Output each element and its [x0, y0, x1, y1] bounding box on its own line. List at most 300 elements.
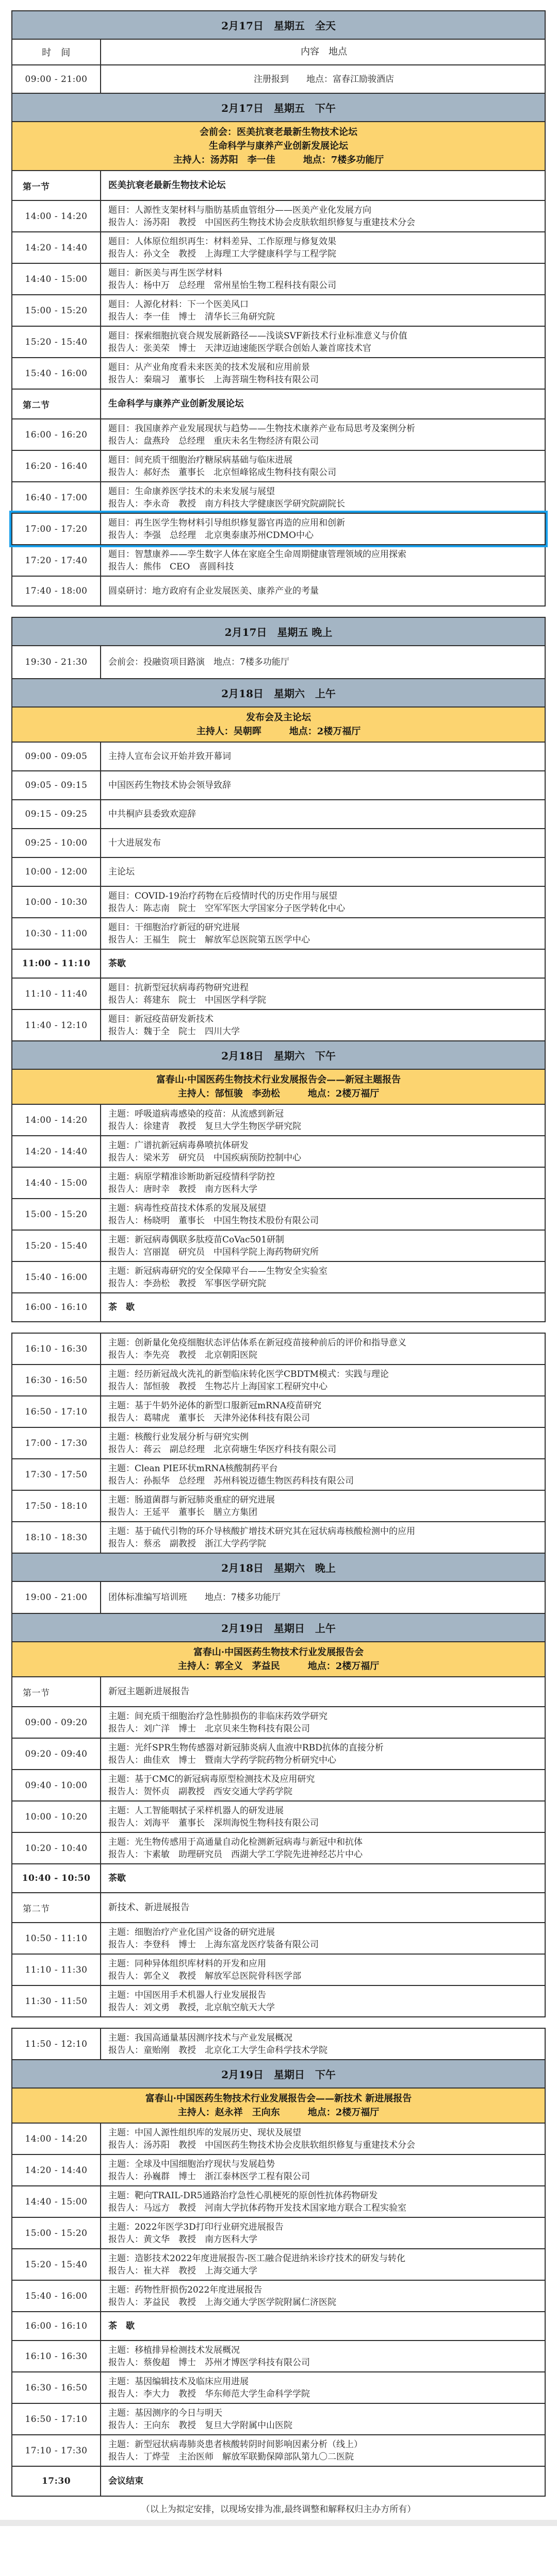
session-title-cell: [101, 1677, 545, 1706]
content-cell: [101, 2155, 545, 2185]
talk-title: 主题：呼吸道病毒感染的疫苗：从流感到新冠: [108, 1108, 284, 1119]
content-cell: [101, 2467, 545, 2496]
content-cell: [101, 577, 545, 605]
time-cell: [12, 1334, 101, 1364]
content-cell: [101, 1231, 545, 1261]
day-header-row: [11, 10, 546, 40]
schedule-row: [11, 576, 546, 607]
time-label: 10:40 - 10:50: [22, 1873, 91, 1883]
content-cell: [101, 65, 545, 93]
time-label: 16:30 - 16:50: [25, 2382, 88, 2393]
talk-title: 主题：全球及中国细胞治疗现状与发展趋势: [108, 2159, 275, 2169]
talk-title: 主题：光生物传感用于高通量自动化检测新冠病毒与新冠中和抗体: [108, 1837, 363, 1847]
content-cell: [101, 2218, 545, 2248]
day-header-row: [11, 678, 546, 708]
event-label: 十大进展发布: [108, 838, 161, 848]
talk-row: [11, 886, 546, 918]
time-label: 17:20 - 17:40: [25, 555, 88, 566]
talk-title: 主题：我国高通量基因测序技术与产业发展概况: [108, 2032, 292, 2043]
time-cell: [12, 2341, 101, 2371]
talk-row: [11, 1427, 546, 1459]
content-cell: [101, 264, 545, 294]
footer-note: （以上为拟定安排，以现场安排为准,最终调整和解释权归主办方所有）: [141, 2504, 416, 2515]
forum-line: 主持人：吴朝晖 地点：2楼万福厅: [196, 726, 361, 737]
day-header-label: 2月17日 星期五 晚上: [224, 626, 333, 638]
page-gap: [11, 2017, 546, 2028]
talk-row: [11, 418, 546, 451]
time-cell: [12, 979, 101, 1009]
talk-speaker: 报告人：李登科 博士 上海东富龙医疗装备有限公司: [108, 1939, 319, 1950]
time-label: 14:40 - 15:00: [25, 1177, 88, 1188]
time-label: 10:50 - 11:10: [25, 1933, 88, 1944]
talk-speaker: 报告人：蔡俊超 博士 苏州才博医学科技有限公司: [108, 2357, 310, 2368]
talk-row: [11, 1395, 546, 1428]
time-label: 15:20 - 15:40: [25, 336, 88, 347]
talk-row: [11, 450, 546, 482]
talk-title: 题目：从产业角度看未来医美的技术发展和应用前景: [108, 362, 310, 373]
talk-row-highlighted: [11, 513, 546, 545]
session-number-cell: [12, 1677, 101, 1706]
time-label: 14:20 - 14:40: [25, 1146, 88, 1157]
talk-speaker: 报告人：孙文全 教授 上海理工大学健康科学与工程学院: [108, 248, 336, 259]
content-cell: [101, 1986, 545, 2016]
forum-line: 富春山·中国医药生物技术行业发展报告会: [193, 1647, 364, 1658]
schedule-table: [11, 10, 546, 2497]
content-cell: [101, 2029, 545, 2059]
schedule-row: [11, 1292, 546, 1322]
content-cell: [101, 451, 545, 481]
content-cell: [101, 1199, 545, 1230]
time-cell: [12, 887, 101, 917]
talk-row: [11, 357, 546, 390]
time-cell: [12, 1833, 101, 1863]
talk-title: 主题：移植排异检测技术发展概况: [108, 2345, 240, 2355]
time-label: 09:40 - 10:00: [25, 1780, 88, 1791]
talk-speaker: 报告人：秦瑞习 董事长 上海菩瑞生物科技有限公司: [108, 374, 319, 385]
time-label: 17:00 - 17:20: [25, 524, 88, 534]
talk-title: 主题：同种异体组织库材料的开发和应用: [108, 1958, 266, 1969]
time-label: 10:00 - 10:20: [25, 1811, 88, 1822]
time-column-header: [12, 40, 101, 64]
time-cell: [12, 295, 101, 326]
talk-title: 主题：经历新冠战火洗礼的新型临床转化医学CBDTM模式：实践与理论: [108, 1369, 389, 1379]
time-label: 09:05 - 09:15: [25, 780, 88, 790]
schedule-row: [11, 2466, 546, 2497]
time-label: 17:00 - 17:30: [25, 1438, 88, 1449]
content-cell: [101, 2249, 545, 2280]
talk-row: [11, 263, 546, 295]
content-cell: [101, 950, 545, 978]
day-header-cell: [12, 2060, 545, 2087]
content-cell: [101, 1365, 545, 1395]
talk-title: 主题：光纤SPR生物传感器对新冠肺炎病人血液中RBD抗体的直接分析: [108, 1742, 384, 1753]
time-cell: [12, 1136, 101, 1167]
talk-speaker: 报告人：汤苏阳 教授 中国医药生物技术协会皮肤软组织修复与重建技术分会: [108, 217, 415, 228]
time-cell: [12, 1739, 101, 1769]
content-cell: [101, 646, 545, 678]
event-label: 茶歇: [108, 1873, 126, 1883]
session-title-cell: [101, 390, 545, 418]
time-label: 14:00 - 14:20: [25, 2133, 88, 2144]
content-cell: [101, 1923, 545, 1954]
forum-header-row: [11, 121, 546, 171]
time-label: 14:00 - 14:20: [25, 211, 88, 222]
talk-speaker: 报告人：卞素敏 助理研究员 西湖大学工学院先进神经芯片中心: [108, 1849, 363, 1860]
day-header-label: 2月17日 星期五 全天: [221, 20, 336, 32]
time-cell: [12, 646, 101, 678]
talk-speaker: 报告人：陈志南 院士 空军军医大学国家分子医学转化中心: [108, 903, 345, 914]
talk-speaker: 报告人：蔡丞 副教授 浙江大学药学院: [108, 1538, 266, 1549]
talk-speaker: 报告人：唐时幸 教授 南方医科大学: [108, 1184, 257, 1194]
time-cell: [12, 1010, 101, 1040]
content-cell: [101, 918, 545, 949]
forum-header-row: [11, 706, 546, 743]
talk-speaker: 报告人：崔大祥 教授 上海交通大学: [108, 2265, 257, 2276]
talk-title: 题目：新医美与再生医学材料: [108, 267, 222, 278]
time-label: 11:30 - 11:50: [25, 1996, 88, 2007]
time-cell: [12, 65, 101, 93]
time-label: 15:20 - 15:40: [25, 1240, 88, 1251]
time-cell: [12, 800, 101, 828]
talk-row: [11, 1832, 546, 1864]
content-cell: [101, 201, 545, 231]
content-cell: [101, 1262, 545, 1292]
time-cell: [12, 201, 101, 231]
time-label: 10:20 - 10:40: [25, 1843, 88, 1854]
time-cell: [12, 2249, 101, 2280]
time-cell: [12, 1770, 101, 1800]
content-cell: [101, 1707, 545, 1738]
content-column-header: [101, 40, 545, 64]
talk-title: 主题：新型冠状病毒肺炎患者核酸转阴时间影响因素分析（线上）: [108, 2439, 363, 2450]
time-label: 16:00 - 16:10: [25, 2321, 88, 2331]
time-label: 19:00 - 21:00: [25, 1592, 88, 1603]
forum-line: 主持人：汤苏阳 李一佳 地点：7楼多功能厅: [173, 155, 384, 165]
time-cell: [12, 2029, 101, 2059]
talk-speaker: 报告人：蒋建东 院士 中国医学科学院: [108, 995, 266, 1005]
content-cell: [101, 1801, 545, 1832]
session-row: [11, 1676, 546, 1707]
content-cell: [101, 2341, 545, 2371]
day-header-row: [11, 2059, 546, 2089]
content-cell: [101, 800, 545, 828]
talk-title: 题目：COVID-19治疗药物在后疫情时代的历史作用与展望: [108, 890, 337, 901]
talk-speaker: 报告人：徐建青 教授 复旦大学生物医学研究院: [108, 1121, 301, 1132]
forum-line: 富春山·中国医药生物技术行业发展报告会——新冠主题报告: [156, 1074, 401, 1085]
schedule-row: [11, 742, 546, 771]
time-cell: [12, 419, 101, 450]
event-label: 主持人宣布会议开始并致开幕词: [108, 751, 231, 762]
session-title: 生命科学与康养产业创新发展论坛: [108, 399, 244, 409]
talk-title: 主题：基因测序的今日与明天: [108, 2407, 222, 2418]
talk-speaker: 报告人：蒋云 副总经理 北京荷塘生华医疗科技有限公司: [108, 1444, 336, 1455]
talk-row: [11, 544, 546, 577]
time-label: 17:50 - 18:10: [25, 1501, 88, 1511]
talk-row: [11, 2123, 546, 2155]
event-label: 茶 歇: [108, 2321, 135, 2331]
talk-row: [11, 1490, 546, 1522]
content-cell: [101, 1459, 545, 1490]
time-cell: [12, 2404, 101, 2434]
time-cell: [12, 1365, 101, 1395]
forum-line: 生命科学与康养产业创新发展论坛: [209, 141, 348, 151]
talk-speaker: 报告人：李先亮 教授 北京朝阳医院: [108, 1350, 257, 1360]
day-header-cell: [12, 94, 545, 121]
talk-speaker: 报告人：曲佳欢 博士 暨南大学药学院药物分析研究中心: [108, 1755, 336, 1765]
talk-row: [11, 1521, 546, 1554]
content-cell: [101, 829, 545, 857]
forum-header-row: [11, 1641, 546, 1677]
day-header-row: [11, 1613, 546, 1642]
talk-row: [11, 200, 546, 232]
talk-speaker: 报告人：李强 总经理 北京奥泰康苏州CDMO中心: [108, 530, 314, 541]
content-cell: [101, 514, 545, 544]
talk-speaker: 报告人：杨晓明 董事长 中国生物技术股份有限公司: [108, 1215, 319, 1226]
talk-speaker: 报告人：盘燕玲 总经理 重庆未名生物经济有限公司: [108, 435, 319, 446]
time-label: 09:25 - 10:00: [25, 838, 88, 848]
session-row: [11, 389, 546, 419]
time-label: 15:40 - 16:00: [25, 368, 88, 379]
time-label: 10:30 - 11:00: [25, 928, 88, 939]
talk-speaker: 报告人：黄文华 教授 南方医科大学: [108, 2234, 257, 2245]
talk-title: 主题：细胞治疗产业化国产设备的研究进展: [108, 1927, 275, 1938]
talk-title: 主题：Clean PIE环状mRNA核酸制药平台: [108, 1463, 278, 1474]
talk-speaker: 报告人：刘广洋 博士 北京贝来生物科技有限公司: [108, 1723, 310, 1734]
time-cell: [12, 743, 101, 770]
talk-speaker: 报告人：童贻刚 教授 北京化工大学生命科学技术学院: [108, 2045, 327, 2056]
talk-title: 主题：人工智能咽拭子采样机器人的研发进展: [108, 1805, 284, 1816]
time-cell: [12, 264, 101, 294]
content-cell: [101, 887, 545, 917]
event-label: 会议结束: [108, 2476, 143, 2486]
talk-speaker: 报告人：魏于全 院士 四川大学: [108, 1026, 240, 1037]
content-cell: [101, 482, 545, 513]
day-header-label: 2月19日 星期日 上午: [221, 1622, 336, 1635]
content-cell: [101, 771, 545, 799]
content-cell: [101, 1739, 545, 1769]
talk-row: [11, 1333, 546, 1365]
talk-title: 题目：间充质干细胞治疗糖尿病基础与临床进展: [108, 454, 292, 465]
talk-title: 题目：干细胞治疗新冠的研究进展: [108, 922, 240, 933]
schedule-row: [11, 64, 546, 94]
time-cell: [12, 1199, 101, 1230]
event-label: 主论坛: [108, 867, 135, 877]
bottom-edge-strip: [0, 2520, 557, 2526]
schedule-row: [11, 949, 546, 979]
time-cell: [12, 2281, 101, 2311]
content-cell: [101, 358, 545, 389]
time-label: 09:15 - 09:25: [25, 809, 88, 819]
talk-speaker: 报告人：刘海平 董事长 深圳海悦生物科技有限公司: [108, 1817, 319, 1828]
content-cell: [101, 979, 545, 1009]
time-cell: [12, 1582, 101, 1613]
talk-row: [11, 326, 546, 358]
content-cell: [101, 2404, 545, 2434]
schedule-row: [11, 799, 546, 829]
talk-title: 题目：我国康养产业发展现状与趋势——生物技术康养产业布局思考及案例分析: [108, 423, 415, 434]
content-cell: [101, 1833, 545, 1863]
time-cell: [12, 1864, 101, 1892]
content-cell: [101, 419, 545, 450]
event-label: 团体标准编写培训班 地点：7楼多功能厅: [108, 1592, 281, 1603]
talk-row: [11, 2154, 546, 2186]
content-cell: [101, 1955, 545, 1985]
talk-row: [11, 1167, 546, 1199]
day-header-label: 2月18日 星期六 上午: [221, 687, 336, 700]
day-header-label: 2月19日 星期日 下午: [221, 2068, 336, 2081]
time-label: 17:10 - 17:30: [25, 2445, 88, 2456]
session-number: 第一节: [23, 181, 50, 192]
talk-row: [11, 1458, 546, 1491]
time-label: 11:50 - 12:10: [25, 2039, 88, 2049]
talk-title: 主题：核酸行业发展分析与研究实例: [108, 1432, 249, 1442]
event-label: 茶歇: [108, 958, 126, 969]
talk-speaker: 报告人：郜恒骏 教授 生物芯片上海国家工程研究中心: [108, 1381, 327, 1392]
talk-speaker: 报告人：刘文勇 教授，北京航空航天大学: [108, 2002, 275, 2013]
session-number-cell: [12, 1893, 101, 1922]
time-label: 15:00 - 15:20: [25, 1209, 88, 1220]
talk-speaker: 报告人：熊伟 CEO 喜圆科技: [108, 561, 234, 572]
time-cell: [12, 1522, 101, 1553]
content-cell: [101, 858, 545, 886]
talk-title: 题目：抗新型冠状病毒药物研究进程: [108, 982, 249, 993]
talk-speaker: 报告人：张美荣 博士 天津迈迪速能医学联合创始人兼首席技术官: [108, 343, 371, 353]
forum-line: 主持人：郭全义 茅益民 地点：2楼万福厅: [177, 1661, 380, 1672]
forum-header-cell: [12, 2089, 545, 2123]
content-column-label: 内容 地点: [301, 46, 347, 57]
time-label: 15:40 - 16:00: [25, 2291, 88, 2301]
session-title-cell: [101, 1893, 545, 1922]
talk-title: 主题：肠道菌群与新冠肺炎重症的研究进展: [108, 1494, 275, 1505]
talk-speaker: 报告人：孙巍群 博士 浙江泰林医学工程有限公司: [108, 2171, 310, 2182]
content-cell: [101, 327, 545, 357]
talk-speaker: 报告人：李大力 教授 华东师范大学生命科学学院: [108, 2388, 310, 2399]
talk-title: 主题：创新量化免疫细胞状态评估体系在新冠疫苗接种前后的评价和指导意义: [108, 1337, 406, 1348]
talk-speaker: 报告人：宫丽崑 研究员 中国科学院上海药物研究所: [108, 1247, 319, 1257]
schedule-row: [11, 828, 546, 858]
forum-line: 富春山·中国医药生物技术行业发展报告会——新技术 新进展报告: [145, 2093, 412, 2104]
session-number: 第二节: [23, 1904, 50, 1914]
day-header-cell: [12, 1554, 545, 1581]
talk-row: [11, 978, 546, 1010]
talk-row: [11, 1230, 546, 1262]
talk-row: [11, 2185, 546, 2218]
time-label: 16:00 - 16:10: [25, 1302, 88, 1312]
content-cell: [101, 232, 545, 263]
day-header-cell: [12, 1041, 545, 1069]
day-header-label: 2月18日 星期六 晚上: [221, 1562, 336, 1574]
talk-speaker: 报告人：丁烨莹 主治医师 解放军联勤保障部队第九〇二医院: [108, 2451, 354, 2462]
talk-speaker: 报告人：梁米芳 研究员 中国疾病预防控制中心: [108, 1152, 301, 1163]
time-label: 19:30 - 21:30: [25, 657, 88, 667]
time-label: 09:00 - 21:00: [25, 74, 88, 85]
content-cell: [101, 743, 545, 770]
time-cell: [12, 545, 101, 576]
content-cell: [101, 1770, 545, 1800]
event-label: 注册报到 地点：富春江励骏酒店: [254, 74, 394, 85]
time-cell: [12, 1707, 101, 1738]
time-cell: [12, 918, 101, 949]
forum-header-cell: [12, 122, 545, 170]
time-label: 16:50 - 17:10: [25, 1406, 88, 1417]
time-label: 11:10 - 11:30: [25, 1964, 88, 1975]
talk-row: [11, 1954, 546, 1986]
content-cell: [101, 2312, 545, 2340]
talk-row: [11, 1706, 546, 1739]
content-cell: [101, 1010, 545, 1040]
talk-row: [11, 1364, 546, 1396]
time-label: 17:30: [41, 2476, 71, 2486]
session-title: 医美抗衰老最新生物技术论坛: [108, 180, 226, 191]
time-cell: [12, 1955, 101, 1985]
content-cell: [101, 1293, 545, 1321]
talk-title: 主题：基因编辑技术及临床应用进展: [108, 2376, 249, 2387]
time-label: 14:00 - 14:20: [25, 1115, 88, 1125]
session-number-cell: [12, 390, 101, 418]
talk-speaker: 报告人：李劲松 教授 军事医学研究院: [108, 1278, 266, 1289]
time-label: 09:00 - 09:20: [25, 1717, 88, 1728]
talk-speaker: 报告人：王向东 教授 复旦大学附属中山医院: [108, 2420, 292, 2431]
time-cell: [12, 1428, 101, 1458]
content-cell: [101, 2281, 545, 2311]
page-gap: [11, 1322, 546, 1333]
time-label: 15:20 - 15:40: [25, 2259, 88, 2270]
time-cell: [12, 232, 101, 263]
talk-title: 题目：生命康养医学技术的未来发展与展望: [108, 486, 275, 497]
time-cell: [12, 1293, 101, 1321]
forum-line: 主持人：赵永祥 王向东 地点：2楼万福厅: [177, 2107, 380, 2118]
day-header-cell: [12, 11, 545, 39]
schedule-row: [11, 645, 546, 679]
talk-speaker: 报告人：马远方 教授 河南大学抗体药物开发技术国家地方联合工程实验室: [108, 2202, 406, 2213]
time-label: 16:10 - 16:30: [25, 2351, 88, 2362]
time-label: 14:20 - 14:40: [25, 2165, 88, 2176]
schedule-row: [11, 857, 546, 887]
talk-row: [11, 1800, 546, 1833]
time-cell: [12, 2124, 101, 2154]
time-label: 16:10 - 16:30: [25, 1343, 88, 1354]
talk-row: [11, 2434, 546, 2467]
schedule-row: [11, 1863, 546, 1893]
talk-row: [11, 1738, 546, 1770]
talk-speaker: 报告人：王延平 董事长 膳立方集团: [108, 1507, 257, 1518]
time-cell: [12, 2435, 101, 2466]
time-cell: [12, 950, 101, 978]
talk-speaker: 报告人：贺怀贞 副教授 西安交通大学药学院: [108, 1786, 292, 1797]
talk-row: [11, 1769, 546, 1801]
time-cell: [12, 1168, 101, 1198]
talk-speaker: 报告人：郭全义 教授 解放军总医院骨科医学部: [108, 1971, 301, 1981]
talk-title: 题目：再生医学生物材料引导组织修复器官再造的应用和创新: [108, 517, 345, 528]
day-header-label: 2月18日 星期六 下午: [221, 1050, 336, 1062]
talk-title: 主题：病原学精准诊断助新冠疫情科学防控: [108, 1171, 275, 1182]
forum-line: 会前会：医美抗衰老最新生物技术论坛: [200, 127, 357, 138]
talk-title: 主题：基于牛奶外泌体的新型口服新冠mRNA疫苗研究: [108, 1400, 322, 1411]
time-label: 11:00 - 11:10: [22, 958, 91, 969]
time-label: 16:20 - 16:40: [25, 461, 88, 472]
schedule-row: [11, 2311, 546, 2341]
time-label: 17:30 - 17:50: [25, 1469, 88, 1480]
talk-row: [11, 1922, 546, 1955]
talk-speaker: 报告人：汤苏阳 教授 中国医药生物技术协会皮肤软组织修复与重建技术分会: [108, 2140, 415, 2150]
time-cell: [12, 1231, 101, 1261]
session-number: 第一节: [23, 1688, 50, 1698]
talk-speaker: 报告人：王福生 院士 解放军总医院第五医学中心: [108, 934, 310, 945]
talk-title: 主题：2022年医学3D打印行业研究进展报告: [108, 2221, 284, 2232]
talk-row: [11, 294, 546, 327]
time-label: 11:40 - 12:10: [25, 1020, 88, 1031]
time-label: 14:20 - 14:40: [25, 242, 88, 253]
